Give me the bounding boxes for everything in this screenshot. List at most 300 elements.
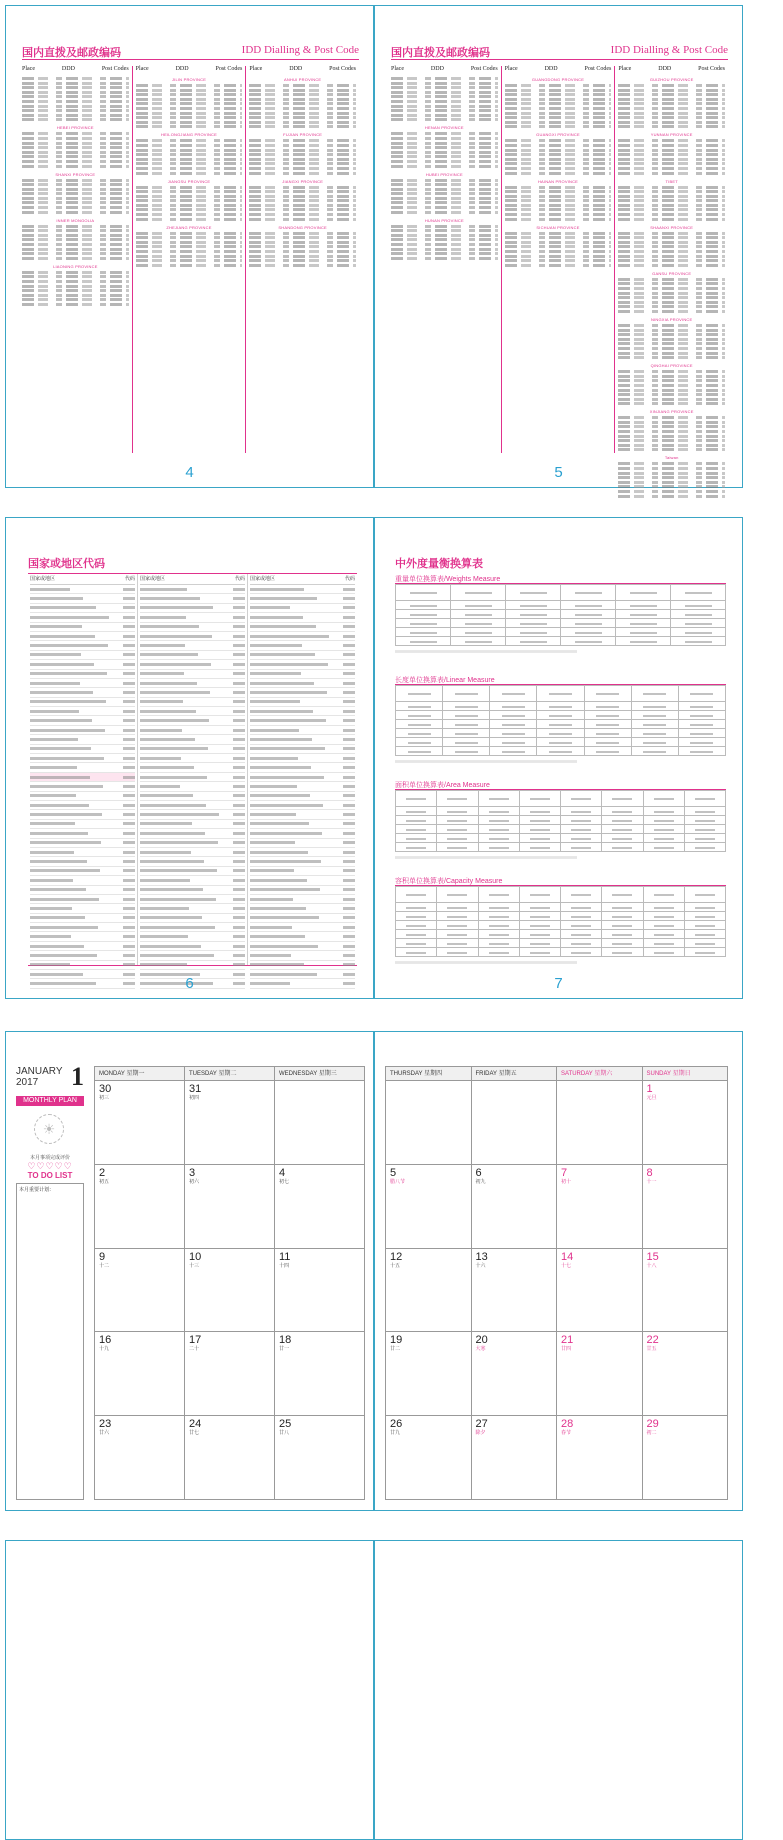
day-number: 26 xyxy=(390,1418,403,1431)
city-row xyxy=(249,84,356,87)
day-cell[interactable] xyxy=(642,1332,728,1415)
table-note xyxy=(395,760,577,763)
country-name xyxy=(140,606,213,609)
day-number: 19 xyxy=(390,1334,403,1347)
day-cell[interactable] xyxy=(642,1416,728,1499)
day-cell[interactable] xyxy=(556,1249,642,1332)
province-heading: ANHUI PROVINCE xyxy=(284,77,322,82)
city-row xyxy=(505,255,612,258)
table-cell xyxy=(437,834,478,843)
column-header xyxy=(30,574,135,585)
city-row xyxy=(22,114,129,117)
table-cell xyxy=(443,720,490,729)
section-heading: 容积单位换算表/Capacity Measure xyxy=(395,876,726,886)
week-row xyxy=(95,1249,364,1333)
city-row xyxy=(249,186,356,189)
day-cell[interactable] xyxy=(386,1332,471,1415)
city-row xyxy=(22,160,129,163)
country-row xyxy=(140,867,245,876)
city-row xyxy=(22,91,129,94)
table-cell xyxy=(585,738,632,747)
city-row xyxy=(391,109,498,112)
country-code xyxy=(343,682,355,685)
city-row xyxy=(22,238,129,241)
table-cell xyxy=(602,816,643,825)
country-name xyxy=(250,616,303,619)
city-row xyxy=(505,121,612,124)
day-number: 20 xyxy=(475,1334,488,1347)
country-code xyxy=(233,898,245,901)
country-row xyxy=(30,792,135,801)
country-code xyxy=(343,869,355,872)
country-row xyxy=(140,623,245,632)
table-cell xyxy=(396,628,451,637)
ddd-header: DDD xyxy=(61,66,75,72)
table-cell xyxy=(396,939,437,948)
city-row xyxy=(249,89,356,92)
city-row xyxy=(249,232,356,235)
day-cell[interactable] xyxy=(642,1081,728,1164)
country-code xyxy=(233,879,245,882)
table-cell xyxy=(396,720,443,729)
page-number: 5 xyxy=(554,464,563,481)
city-row xyxy=(249,218,356,221)
country-name xyxy=(250,935,305,938)
year: 2017 xyxy=(16,1077,39,1088)
country-name xyxy=(250,907,306,910)
city-row xyxy=(249,116,356,119)
table-cell xyxy=(506,619,561,628)
city-row xyxy=(391,257,498,260)
country-row xyxy=(140,829,245,838)
place-header: Place xyxy=(22,66,35,72)
country-code xyxy=(233,869,245,872)
idd-column xyxy=(22,66,132,453)
city-row xyxy=(249,204,356,207)
day-cell[interactable] xyxy=(556,1332,642,1415)
country-name xyxy=(140,738,195,741)
country-row xyxy=(30,848,135,857)
table-cell xyxy=(644,834,685,843)
country-name xyxy=(250,710,313,713)
country-name xyxy=(140,625,199,628)
table-cell xyxy=(520,816,561,825)
city-row xyxy=(249,172,356,175)
country-row xyxy=(250,688,355,697)
province-heading: GUANGXI PROVINCE xyxy=(536,132,580,138)
table-cell xyxy=(479,834,520,843)
country-name xyxy=(30,653,81,656)
week-row xyxy=(386,1332,727,1416)
city-row xyxy=(22,137,129,140)
day-cell[interactable] xyxy=(471,1081,557,1164)
table-cell xyxy=(520,807,561,816)
city-row xyxy=(618,84,725,87)
country-code xyxy=(123,888,135,891)
country-name xyxy=(250,663,328,666)
weekday-header xyxy=(386,1067,727,1081)
country-row xyxy=(250,810,355,819)
day-cell[interactable] xyxy=(274,1165,364,1248)
country-name xyxy=(140,663,211,666)
day-number: 18 xyxy=(279,1334,292,1347)
city-row xyxy=(618,172,725,175)
table-row xyxy=(396,720,726,729)
day-cell[interactable] xyxy=(386,1416,471,1499)
city-row xyxy=(618,102,725,105)
province-heading: HENAN PROVINCE xyxy=(424,125,464,131)
country-code xyxy=(343,710,355,713)
country-name xyxy=(250,588,304,591)
table-row xyxy=(396,585,726,601)
country-code xyxy=(123,691,135,694)
country-row xyxy=(30,754,135,763)
country-code xyxy=(233,766,245,769)
country-row xyxy=(30,867,135,876)
heart-rating: ♡♡♡♡♡ xyxy=(27,1161,73,1171)
day-cell[interactable] xyxy=(184,1081,274,1164)
city-row xyxy=(136,84,243,87)
day-cell[interactable] xyxy=(95,1081,184,1164)
weekday-label: SATURDAY 星期六 xyxy=(556,1067,642,1080)
city-row xyxy=(618,490,725,493)
day-cell[interactable] xyxy=(95,1165,184,1248)
country-row xyxy=(250,829,355,838)
day-cell[interactable] xyxy=(274,1249,364,1332)
table-cell xyxy=(396,807,437,816)
column-header xyxy=(250,574,355,585)
country-name xyxy=(250,682,314,685)
table-cell xyxy=(679,702,726,711)
section-heading: 面积单位换算表/Area Measure xyxy=(395,780,726,790)
month-block xyxy=(16,1062,84,1091)
table-cell xyxy=(685,834,726,843)
city-row xyxy=(136,259,243,262)
ddd-header: DDD xyxy=(175,66,189,72)
country-row xyxy=(140,707,245,716)
city-row xyxy=(505,144,612,147)
country-code xyxy=(233,935,245,938)
table-note xyxy=(395,650,577,653)
city-row xyxy=(136,107,243,110)
city-row xyxy=(505,259,612,262)
city-row xyxy=(618,144,725,147)
city-row xyxy=(136,218,243,221)
table-cell xyxy=(479,843,520,852)
day-cell[interactable] xyxy=(95,1416,184,1499)
day-cell[interactable] xyxy=(184,1332,274,1415)
day-cell[interactable] xyxy=(471,1416,557,1499)
table-cell xyxy=(671,628,726,637)
table-cell xyxy=(585,747,632,756)
day-cell[interactable] xyxy=(386,1081,471,1164)
table-cell xyxy=(561,939,602,948)
evaluation-label: 本月事项完成评价 xyxy=(29,1155,70,1161)
table-cell xyxy=(561,601,616,610)
day-cell[interactable] xyxy=(556,1165,642,1248)
country-name xyxy=(30,869,100,872)
country-code xyxy=(343,776,355,779)
country-row xyxy=(250,839,355,848)
day-cell[interactable] xyxy=(556,1416,642,1499)
table-cell xyxy=(632,720,679,729)
country-row xyxy=(250,754,355,763)
city-row xyxy=(391,197,498,200)
city-row xyxy=(22,234,129,237)
week-row xyxy=(386,1165,727,1249)
city-row xyxy=(249,250,356,253)
table-cell xyxy=(685,939,726,948)
table-cell xyxy=(451,610,506,619)
country-row xyxy=(250,895,355,904)
country-row xyxy=(140,679,245,688)
idd-column xyxy=(501,66,615,453)
day-cell[interactable] xyxy=(471,1332,557,1415)
city-row xyxy=(136,172,243,175)
country-code xyxy=(233,635,245,638)
day-cell[interactable] xyxy=(386,1165,471,1248)
table-cell xyxy=(685,903,726,912)
country-row xyxy=(250,951,355,960)
province-heading: JILIN PROVINCE xyxy=(171,77,207,82)
country-code xyxy=(343,841,355,844)
table-cell xyxy=(396,637,451,646)
lunar-date: 十四 xyxy=(279,1262,290,1269)
city-row xyxy=(618,204,725,207)
country-row xyxy=(140,886,245,895)
country-row xyxy=(30,932,135,941)
day-cell[interactable] xyxy=(274,1416,364,1499)
country-row xyxy=(250,942,355,951)
day-number: 12 xyxy=(390,1250,403,1263)
country-name xyxy=(140,719,209,722)
country-code xyxy=(123,945,135,948)
city-row xyxy=(391,100,498,103)
city-row xyxy=(618,375,725,378)
city-row xyxy=(136,158,243,161)
city-row xyxy=(136,199,243,202)
province-heading: HEBEI PROVINCE xyxy=(56,125,94,131)
todo-heading: TO DO LIST xyxy=(27,1171,73,1180)
table-row xyxy=(396,729,726,738)
table-cell xyxy=(437,843,478,852)
day-cell[interactable] xyxy=(642,1249,728,1332)
city-row xyxy=(618,167,725,170)
city-row xyxy=(505,84,612,87)
country-name xyxy=(250,635,329,638)
monthly-plan-badge: MONTHLY PLAN xyxy=(16,1096,84,1106)
country-row xyxy=(140,763,245,772)
day-cell[interactable] xyxy=(274,1332,364,1415)
country-code xyxy=(343,766,355,769)
province-heading: JIANGXI PROVINCE xyxy=(282,178,324,184)
day-number: 8 xyxy=(646,1166,653,1179)
country-code xyxy=(123,860,135,863)
country-name xyxy=(140,841,218,844)
city-row xyxy=(249,190,356,193)
country-code xyxy=(233,907,245,910)
day-cell[interactable] xyxy=(184,1416,274,1499)
city-row xyxy=(136,241,243,244)
province-heading: HEILONGJIANG PROVINCE xyxy=(161,132,217,138)
country-row xyxy=(140,670,245,679)
country-row xyxy=(250,886,355,895)
week-row xyxy=(386,1416,727,1499)
day-number: 9 xyxy=(99,1250,106,1263)
country-code xyxy=(233,785,245,788)
country-code xyxy=(233,822,245,825)
day-number: 23 xyxy=(99,1418,112,1431)
spread-monthly-plan xyxy=(5,1031,743,1511)
table-cell xyxy=(443,711,490,720)
table-cell xyxy=(602,939,643,948)
city-row xyxy=(22,82,129,85)
country-name xyxy=(30,822,75,825)
ddd-header: DDD xyxy=(289,66,303,72)
table-cell xyxy=(479,816,520,825)
day-cell[interactable] xyxy=(386,1249,471,1332)
city-row xyxy=(505,93,612,96)
day-cell[interactable] xyxy=(642,1165,728,1248)
day-number: 7 xyxy=(561,1166,568,1179)
country-code xyxy=(343,832,355,835)
table-cell xyxy=(644,912,685,921)
country-name xyxy=(140,672,184,675)
table-cell xyxy=(479,921,520,930)
table-cell xyxy=(632,747,679,756)
table-cell xyxy=(537,711,584,720)
city-row xyxy=(505,245,612,248)
city-row xyxy=(136,236,243,239)
country-name xyxy=(140,804,206,807)
country-row xyxy=(250,820,355,829)
day-cell[interactable] xyxy=(471,1249,557,1332)
country-code xyxy=(233,682,245,685)
country-name xyxy=(30,766,77,769)
table-cell xyxy=(561,807,602,816)
table-cell xyxy=(443,729,490,738)
weekday-label: FRIDAY 星期五 xyxy=(471,1067,557,1080)
day-cell[interactable] xyxy=(556,1081,642,1164)
city-row xyxy=(136,245,243,248)
table-cell xyxy=(602,834,643,843)
country-row xyxy=(30,961,135,970)
table-cell xyxy=(644,939,685,948)
country-row xyxy=(250,604,355,613)
country-name xyxy=(30,851,74,854)
day-number: 21 xyxy=(561,1334,574,1347)
country-row xyxy=(250,707,355,716)
country-name xyxy=(140,653,198,656)
table-row xyxy=(396,619,726,628)
table-row xyxy=(396,825,726,834)
table-cell xyxy=(644,807,685,816)
table-cell xyxy=(671,601,726,610)
column-header xyxy=(140,574,245,585)
table-cell xyxy=(561,834,602,843)
day-cell[interactable] xyxy=(95,1249,184,1332)
country-row xyxy=(140,688,245,697)
ddd-header: DDD xyxy=(544,66,558,72)
country-row xyxy=(140,801,245,810)
country-row xyxy=(140,745,245,754)
post-header: Post Codes xyxy=(329,66,356,72)
lunar-date: 十三 xyxy=(189,1262,200,1269)
lunar-date: 初六 xyxy=(189,1178,200,1185)
country-row xyxy=(30,670,135,679)
city-row xyxy=(618,324,725,327)
country-code xyxy=(233,625,245,628)
country-name xyxy=(140,916,202,919)
table-row xyxy=(396,834,726,843)
country-name xyxy=(250,747,325,750)
table-cell xyxy=(396,825,437,834)
country-row xyxy=(140,857,245,866)
city-row xyxy=(618,292,725,295)
country-name xyxy=(250,926,292,929)
city-row xyxy=(505,158,612,161)
country-name xyxy=(140,766,194,769)
city-row xyxy=(22,192,129,195)
day-cell[interactable] xyxy=(471,1165,557,1248)
city-row xyxy=(136,139,243,142)
country-code xyxy=(123,804,135,807)
country-code xyxy=(233,597,245,600)
province-heading: TIBET xyxy=(665,178,678,184)
city-row xyxy=(249,259,356,262)
day-cell[interactable] xyxy=(274,1081,364,1164)
country-name xyxy=(250,916,319,919)
country-row xyxy=(250,735,355,744)
city-row xyxy=(505,107,612,110)
table-cell xyxy=(396,816,437,825)
spread-codes xyxy=(5,517,743,999)
country-code xyxy=(343,606,355,609)
table-cell xyxy=(585,686,632,702)
country-code xyxy=(343,954,355,957)
country-code xyxy=(233,851,245,854)
day-cell[interactable] xyxy=(184,1249,274,1332)
country-code xyxy=(233,813,245,816)
city-row xyxy=(391,114,498,117)
country-header: 国家或地区 xyxy=(30,576,56,582)
table-cell xyxy=(685,930,726,939)
country-name xyxy=(250,860,321,863)
city-row xyxy=(136,98,243,101)
day-number: 6 xyxy=(475,1166,482,1179)
city-row xyxy=(22,294,129,297)
city-row xyxy=(618,125,725,128)
country-code xyxy=(123,963,135,966)
country-code xyxy=(123,776,135,779)
country-code xyxy=(123,729,135,732)
city-row xyxy=(505,112,612,115)
city-row xyxy=(505,116,612,119)
table-cell xyxy=(451,628,506,637)
country-code xyxy=(123,907,135,910)
city-row xyxy=(391,160,498,163)
table-cell xyxy=(602,903,643,912)
country-code xyxy=(123,757,135,760)
day-cell[interactable] xyxy=(95,1332,184,1415)
day-cell[interactable] xyxy=(184,1165,274,1248)
city-row xyxy=(618,416,725,419)
table-cell xyxy=(537,686,584,702)
section-heading: 长度单位换算表/Linear Measure xyxy=(395,675,726,685)
city-row xyxy=(249,255,356,258)
country-name xyxy=(250,606,290,609)
country-code xyxy=(343,822,355,825)
